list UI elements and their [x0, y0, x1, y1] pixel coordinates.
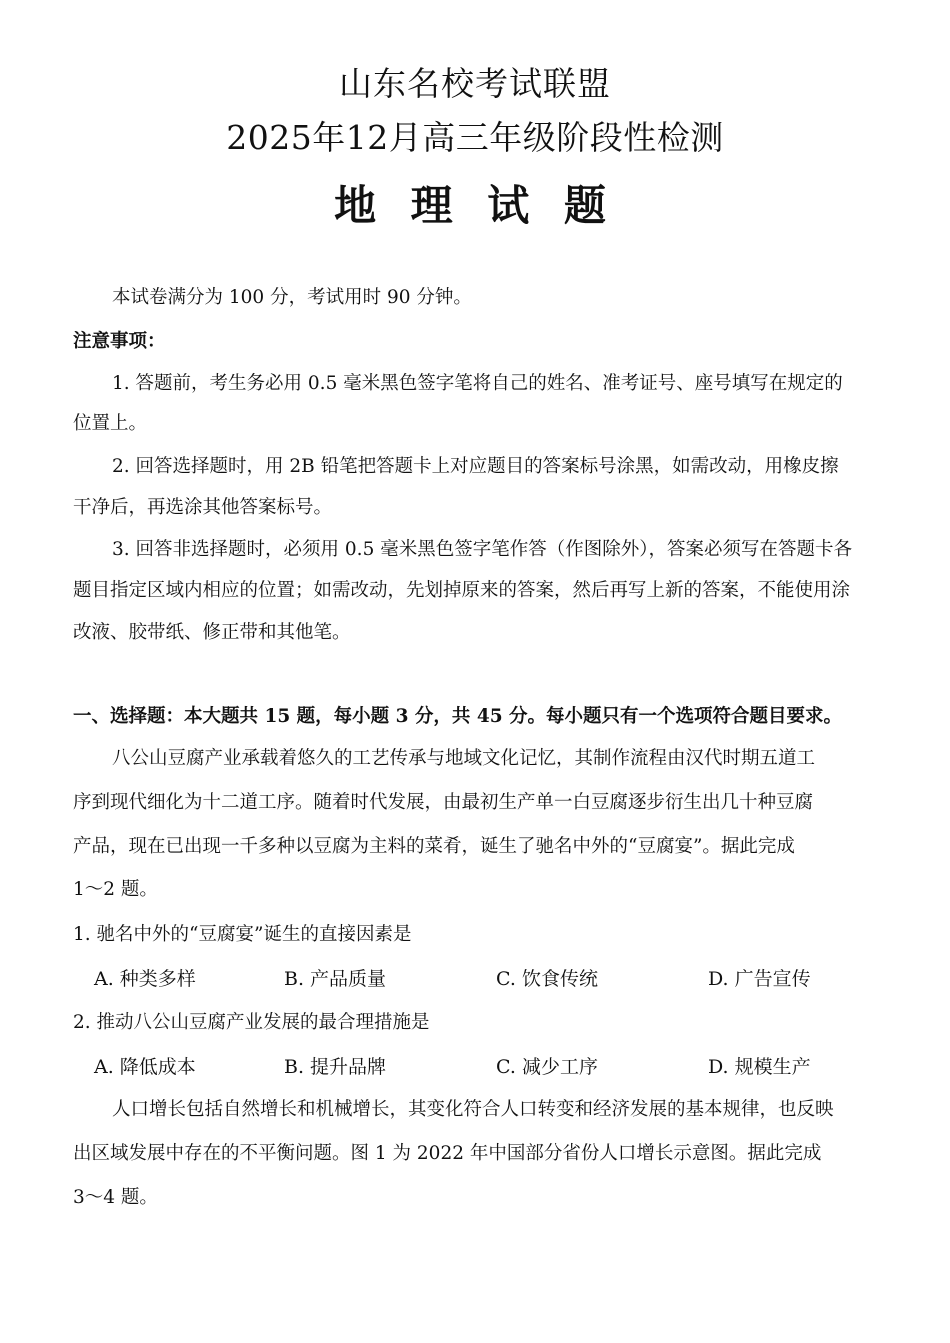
passage-1-line-2: 序到现代细化为十二道工序。随着时代发展，由最初生产单一白豆腐逐步衍生出几十种豆腐 [73, 792, 814, 813]
question-2-stem: 2. 推动八公山豆腐产业发展的最合理措施是 [73, 1012, 430, 1033]
notice-1-line-2: 位置上。 [73, 413, 148, 434]
passage-2-line-3: 3～4 题。 [73, 1187, 158, 1208]
notice-2-line-1: 2. 回答选择题时，用 2B 铅笔把答题卡上对应题目的答案标号涂黑，如需改动，用橡皮擦 [112, 456, 839, 477]
notice-3-line-3: 改液、胶带纸、修正带和其他笔。 [73, 622, 351, 643]
notice-3-line-2: 题目指定区域内相应的位置；如需改动，先划掉原来的答案，然后再写上新的答案，不能使用涂 [73, 580, 851, 601]
passage-1-line-3: 产品，现在已出现一千多种以豆腐为主料的菜肴，诞生了驰名中外的“豆腐宴”。据此完成 [73, 836, 795, 857]
question-1-stem: 1. 驰名中外的“豆腐宴”诞生的直接因素是 [73, 924, 412, 945]
notice-2-line-2: 干净后，再选涂其他答案标号。 [73, 497, 333, 518]
passage-2-line-1: 人口增长包括自然增长和机械增长，其变化符合人口转变和经济发展的基本规律，也反映 [112, 1099, 834, 1120]
passage-2-line-2: 出区域发展中存在的不平衡问题。图 1 为 2022 年中国部分省份人口增长示意图。据此完成 [73, 1143, 822, 1164]
score-line: 本试卷满分为 100 分，考试用时 90 分钟。 [112, 287, 472, 308]
question-2-option-a: A. 降低成本 [94, 1056, 196, 1078]
exam-title: 2025年12月高三年级阶段性检测 [226, 118, 724, 157]
passage-1-line-4: 1～2 题。 [73, 879, 158, 900]
question-2-option-d: D. 规模生产 [708, 1056, 811, 1078]
section-1-title: 一、选择题：本大题共 15 题，每小题 3 分，共 45 分。每小题只有一个选项符合题目要求。 [73, 706, 843, 727]
question-2-option-c: C. 减少工序 [496, 1056, 598, 1078]
question-1-option-c: C. 饮食传统 [496, 968, 598, 990]
question-1-option-a: A. 种类多样 [94, 968, 196, 990]
question-1-option-b: B. 产品质量 [284, 968, 387, 990]
notice-title: 注意事项： [73, 331, 166, 352]
passage-1-line-1: 八公山豆腐产业承载着悠久的工艺传承与地域文化记忆，其制作流程由汉代时期五道工 [112, 748, 816, 769]
question-2-option-b: B. 提升品牌 [284, 1056, 387, 1078]
notice-1-line-1: 1. 答题前，考生务必用 0.5 毫米黑色签字笔将自己的姓名、准考证号、座号填写在规定的 [112, 373, 843, 394]
subject-title: 地 理 试 题 [334, 181, 616, 230]
notice-3-line-1: 3. 回答非选择题时，必须用 0.5 毫米黑色签字笔作答（作图除外），答案必须写在答题卡各 [112, 539, 852, 560]
alliance-title: 山东名校考试联盟 [339, 64, 611, 103]
question-1-option-d: D. 广告宣传 [708, 968, 811, 990]
